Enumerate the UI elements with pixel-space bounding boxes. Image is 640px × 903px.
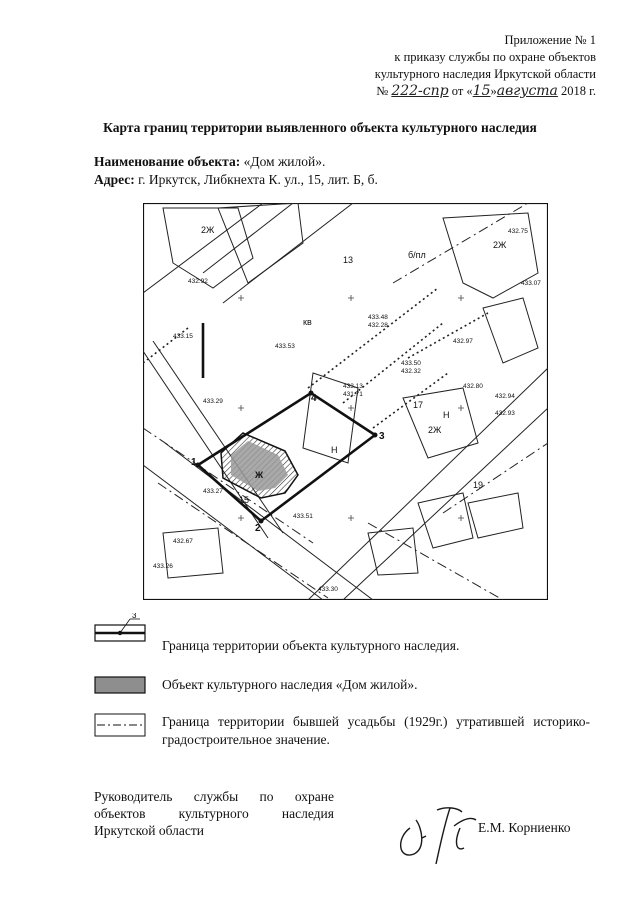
object-name-value: «Дом жилой».: [240, 154, 326, 169]
map-label-house-17: 17: [413, 400, 424, 410]
date-mid: »: [490, 84, 497, 98]
appendix-line-3: культурного наследия Иркутской области: [374, 67, 596, 81]
map-label-kv: кв: [303, 317, 312, 327]
map-label-point-2: 2: [255, 523, 261, 534]
map-label-house-15: 15: [239, 495, 250, 505]
object-name-row: [94, 153, 378, 171]
map-label-point-1: 1: [191, 457, 197, 468]
map-label-2zh-b: 2Ж: [428, 425, 442, 435]
signatory-name: Е.М. Корниенко: [478, 820, 571, 835]
map-label-point-3: 3: [379, 431, 385, 442]
elev-13: 433.27: [203, 488, 223, 495]
map-label-house-13: 13: [343, 255, 354, 265]
elev-16: 432.93: [495, 410, 515, 417]
legend-symbol-object: [94, 676, 146, 694]
map-label-2zh-c: 2Ж: [493, 240, 507, 250]
map-label-2zh-a: 2Ж: [201, 225, 215, 235]
boundary-map: [143, 203, 548, 600]
order-day: 15: [472, 83, 491, 99]
appendix-line-2: к приказу службы по охране объектов: [394, 50, 596, 64]
elev-2: 432.28: [368, 322, 388, 329]
legend-text-estate: Граница территории бывшей усадьбы (1929г.) утратившей историко-градостроительное значение.: [162, 714, 590, 747]
elev-17: 432.67: [173, 538, 193, 545]
map-label-zh: Ж: [255, 470, 264, 480]
legend-symbol-estate: [94, 713, 146, 737]
order-number: 222-спр: [391, 83, 449, 99]
elev-20: 433.51: [293, 513, 313, 520]
signatory-title: Руководитель службы по охране объектов культурного наследия Иркутской области: [94, 789, 334, 838]
elev-8: 433.53: [275, 343, 295, 350]
elev-3: 433.50: [401, 360, 421, 367]
object-name-label: Наименование объекта:: [94, 154, 241, 169]
order-year: 2018 г.: [561, 84, 596, 98]
elev-9: 432.75: [508, 228, 528, 235]
object-address-label: Адрес:: [94, 172, 135, 187]
number-prefix: №: [376, 84, 389, 98]
object-address-row: [94, 171, 378, 189]
map-label-point-4: 4: [311, 393, 317, 404]
map-label-n: Н: [331, 445, 338, 455]
appendix-line-1: Приложение № 1: [504, 33, 596, 47]
elev-5: 433.13: [343, 383, 363, 390]
elev-21: 432.80: [463, 383, 483, 390]
elev-11: 432.97: [453, 338, 473, 345]
elev-6: 431.71: [343, 391, 363, 398]
map-label-n2: Н: [443, 410, 450, 420]
elev-10: 433.07: [521, 280, 541, 287]
map-label-bpl: б/пл: [408, 250, 426, 260]
elev-4: 432.32: [401, 368, 421, 375]
legend-symbol-boundary: [94, 613, 146, 645]
elev-7: 433.29: [203, 398, 223, 405]
appendix-header: [296, 32, 596, 100]
object-info: [94, 153, 378, 189]
elev-18: 433.15: [173, 333, 193, 340]
elev-1: 433.48: [368, 314, 388, 321]
elev-14: 433.30: [318, 586, 338, 593]
date-prefix: от «: [451, 84, 473, 98]
elev-12: 432.92: [188, 278, 208, 285]
map-label-house-19: 19: [473, 480, 484, 490]
handwritten-signature: [392, 798, 492, 868]
order-month: августа: [496, 83, 558, 99]
elev-19: 433.26: [153, 563, 173, 570]
legend-text-boundary: Граница территории объекта культурного наследия.: [162, 638, 460, 653]
appendix-number-date: [296, 83, 596, 100]
legend-text-object: Объект культурного наследия «Дом жилой».: [162, 677, 418, 692]
object-address-value: г. Иркутск, Либкнехта К. ул., 15, лит. Б, б.: [134, 172, 378, 187]
elev-15: 432.94: [495, 393, 515, 400]
legend-callout-number: 3: [132, 613, 137, 620]
document-title: Карта границ территории выявленного объекта культурного наследия: [103, 120, 537, 135]
